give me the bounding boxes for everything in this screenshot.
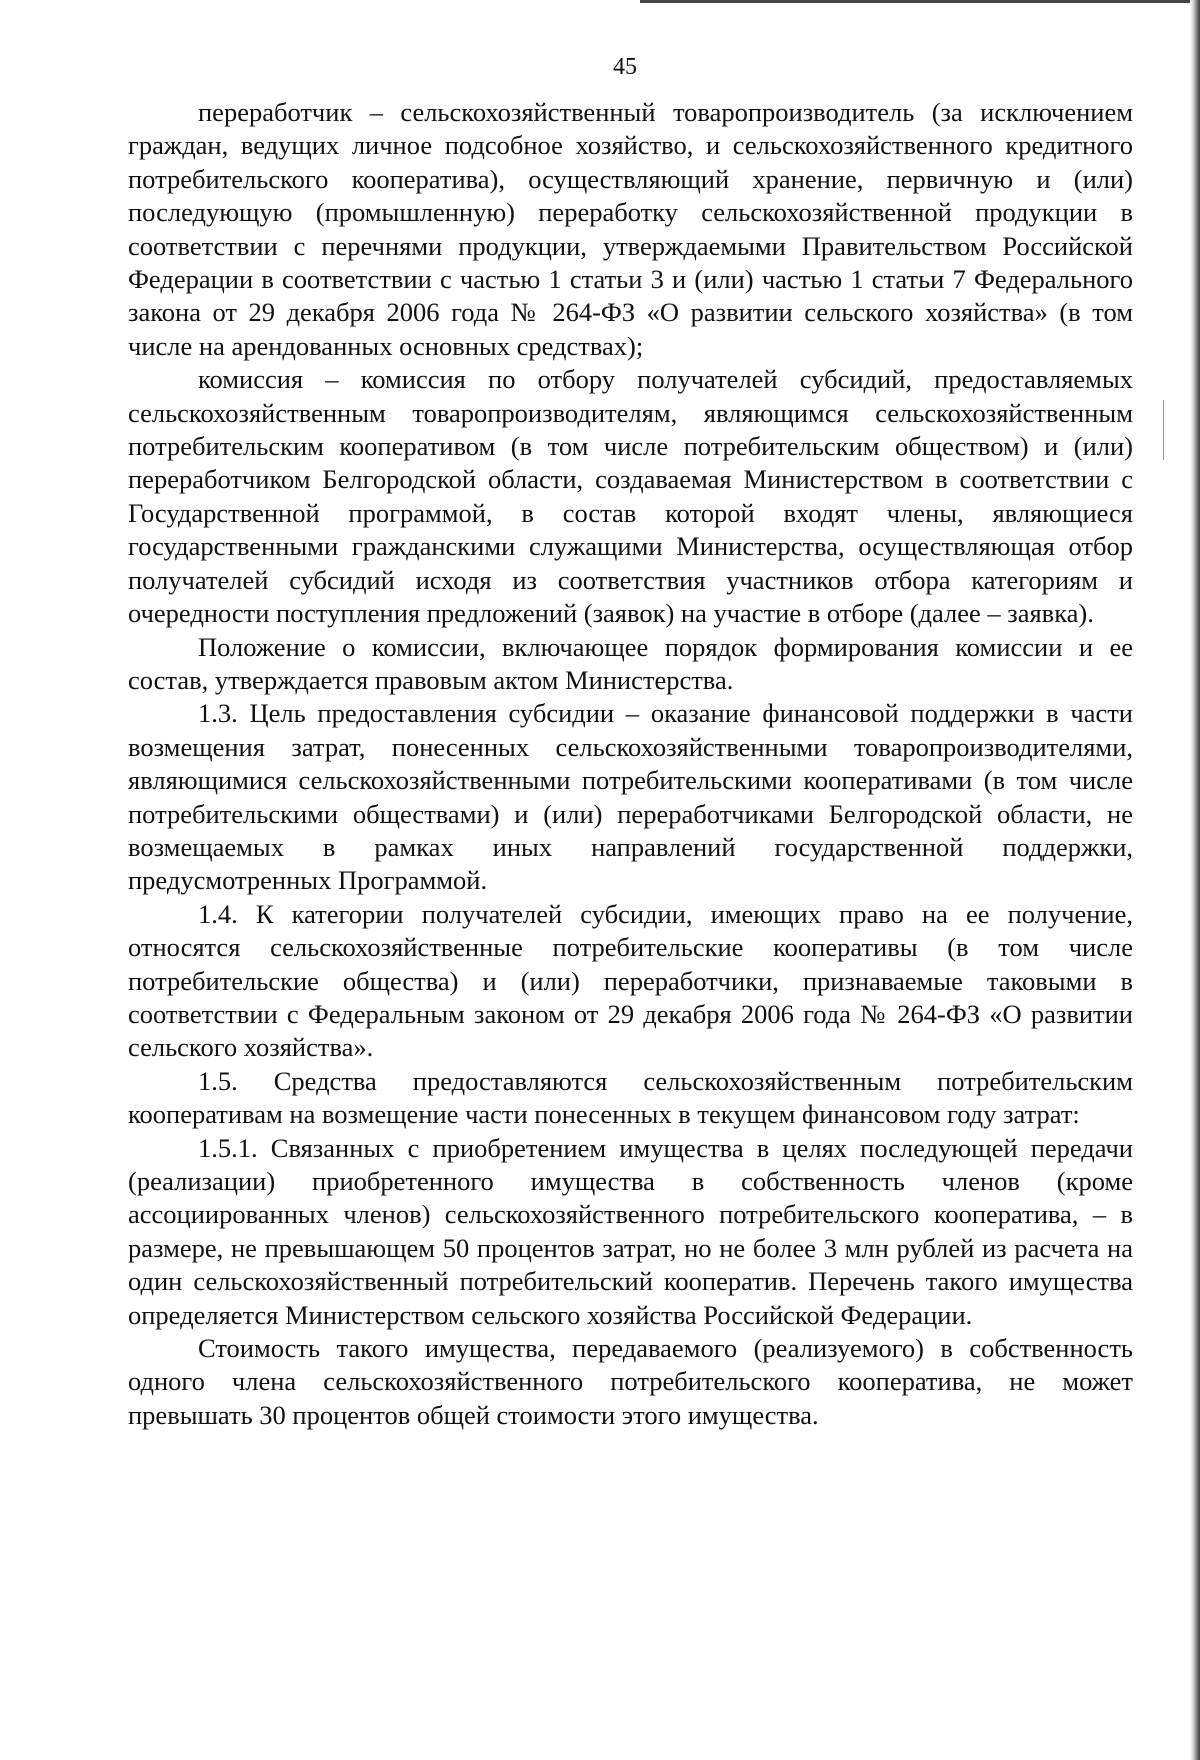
scan-edge-right: [1190, 0, 1200, 1760]
paragraph-1-4-recipients: 1.4. К категории получателей субсидии, имеющих право на ее получение, относятся сельскохозяйственные потребительские кооперативы (в том числе потребительские общества) и (или) переработчики, признаваемые таковыми в соответствии с Федеральным законом от 29 декабря 2006 года № 264-ФЗ «О развитии сельского хозяйства».: [128, 898, 1133, 1063]
paragraph-property-cost-limit: Стоимость такого имущества, передаваемого (реализуемого) в собственность одного члена сельскохозяйственного потребительского кооператива, не может превышать 30 процентов общей стоимости этого имущества.: [128, 1333, 1133, 1430]
paragraph-1-3-purpose: 1.3. Цель предоставления субсидии – оказание финансовой поддержки в части возмещения затрат, понесенных сельскохозяйственными товаропроизводителями, являющимися сельскохозяйственными потребительскими кооперативами (в том числе потребительскими обществами) и (или) переработчиками Белгородской области, не возмещаемых в рамках иных направлений государственной поддержки, предусмотренных Программой.: [128, 698, 1133, 896]
paragraph-processor-definition: переработчик – сельскохозяйственный товаропроизводитель (за исключением граждан, ведущих личное подсобное хозяйство, и сельскохозяйственного кредитного потребительского кооператива), осуществляющий хранение, первичную и (или) последующую (промышленную) переработку сельскохозяйственной продукции в соответствии с перечнями продукции, утверждаемыми Правительством Российской Федерации в соответствии с частью 1 статьи 3 и (или) частью 1 статьи 7 Федерального закона от 29 декабря 2006 года № 264-ФЗ «О развитии сельского хозяйства» (в том числе на арендованных основных средствах);: [128, 97, 1133, 361]
paragraph-commission-regulation: Положение о комиссии, включающее порядок формирования комиссии и ее состав, утверждается правовым актом Министерства.: [128, 631, 1133, 695]
paragraph-1-5-funds: 1.5. Средства предоставляются сельскохозяйственным потребительским кооперативам на возмещение части понесенных в текущем финансовом году затрат:: [128, 1065, 1133, 1130]
page-number: 45: [613, 54, 637, 80]
paragraph-1-5-1-property: 1.5.1. Связанных с приобретением имущества в целях последующей передачи (реализации) приобретенного имущества в собственность членов (кроме ассоциированных членов) сельскохозяйственного потребительского кооператива, – в размере, не превышающем 50 процентов затрат, но не более 3 млн рублей из расчета на один сельскохозяйственный потребительский кооператив. Перечень такого имущества определяется Министерством сельского хозяйства Российской Федерации.: [128, 1132, 1133, 1330]
document-body: [128, 96, 1133, 1432]
scan-mark: [1163, 400, 1164, 460]
scan-edge-top: [640, 0, 1200, 3]
paragraph-commission-definition: комиссия – комиссия по отбору получателей субсидий, предоставляемых сельскохозяйственным товаропроизводителям, являющимся сельскохозяйственным потребительским кооперативом (в том числе потребительским обществом) и (или) переработчиком Белгородской области, создаваемая Министерством в соответствии с Государственной программой, в состав которой входят члены, являющиеся государственными гражданскими служащими Министерства, осуществляющая отбор получателей субсидий исходя из соответствия участников отбора категориям и очередности поступления предложений (заявок) на участие в отборе (далее – заявка).: [128, 364, 1133, 629]
